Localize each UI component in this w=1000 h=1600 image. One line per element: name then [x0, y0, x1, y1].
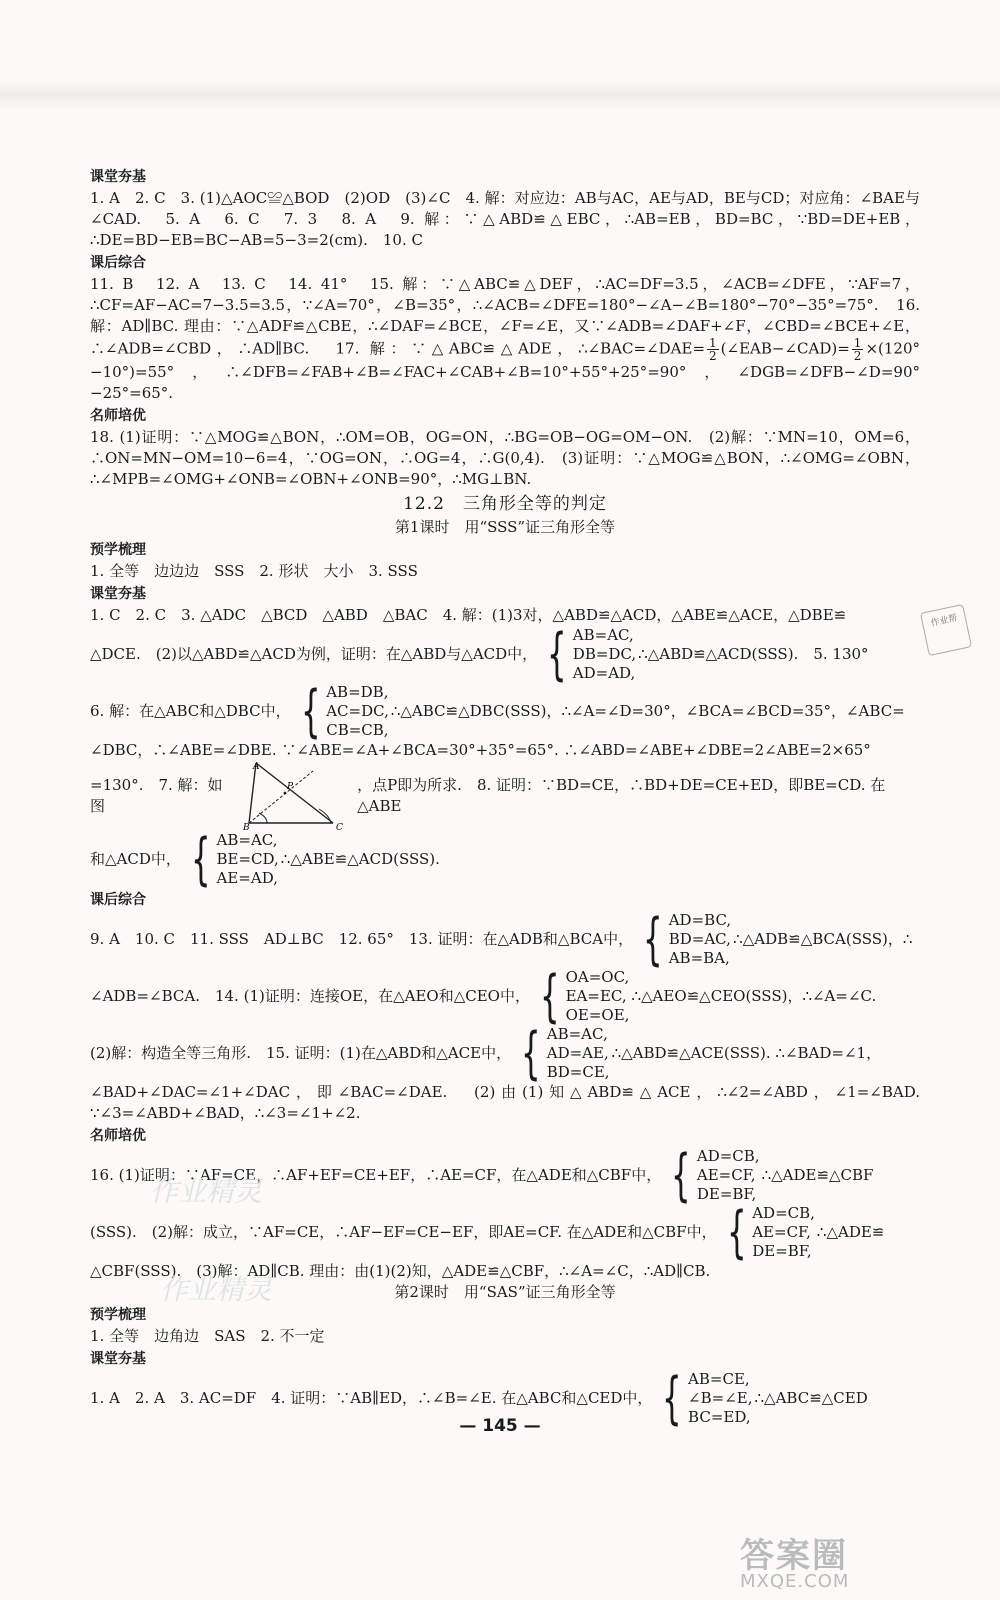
- answer-text: 11. B 12. A 13. C 14. 41° 15. 解：∵△ABC≌△DEF，∴AC=DF=3.5，∠ACB=∠DFE，∵AF=7，∴CF=AF−AC=7−3.5=3.5，∵∠A=70°，∠B=35°，∴∠ACB=∠DFE=180°−∠A−∠B=180°−70°−35°=75°. 16. 解：AD∥BC. 理由：∵△ADF≌△CBE，∴∠DAF=∠BCE，∠F=∠E，又∵∠ADB=∠DAF+∠F，∠CBD=∠BCE+∠E，∴∠ADB=∠CBD，∴AD∥BC. 17. 解：∵△ABC≌△ADE，∴∠BAC=∠DAE=: [90, 275, 920, 358]
- answer-text: ×(120°−10°)=55°，∴∠DFB=∠FAB+∠B=∠FAC+∠CAB+∠B=10°+55°+25°=90°，∠DGB=∠DFB−∠D=90°−25°=65°.: [90, 339, 920, 402]
- answer-text: ∴△ABE≌△ACD(SSS).: [280, 850, 440, 868]
- answer-text: ，点P即为所求. 8. 证明：∵BD=CE，∴BD+DE=CE+ED，即BE=CD. 在△ABE: [357, 776, 886, 815]
- equation-system: { AB=CE, ∠B=∠E, BC=ED,: [662, 1365, 753, 1431]
- answer-text: ∴△ABD≌△ACE(SSS). ∴∠BAD=∠1，: [611, 1044, 882, 1062]
- answer-paragraph: 18. (1)证明：∵△MOG≌△BON，∴OM=OB，OG=ON，∴BG=OB−OG=OM−ON. (2)解：∵MN=10，OM=6，∴ON=MN−OM=10−6=4，∵OG=ON，∴OG=4，∴G(0,4). (3)证明：∵△MOG≌△BON，∴∠OMG=∠OBN，∴∠MPB=∠OMG+∠ONB=∠OBN+∠ONB=90°，∴MG⊥BN.: [90, 428, 920, 488]
- vertex-label-b: B: [243, 823, 250, 831]
- section-heading: 课堂夯基: [90, 586, 146, 602]
- answer-row: [90, 1020, 920, 1086]
- section-heading: 课后综合: [90, 255, 146, 271]
- answer-text: 16. (1)证明：∵AF=CE，∴AF+EF=CE+EF，∴AE=CF，在△ADE和△CBF中，: [90, 1166, 662, 1184]
- ghost-watermark: 作业精灵: [160, 1273, 273, 1306]
- equation-system: { AB=AC, BE=CD, AE=AD,: [190, 826, 279, 892]
- lesson-title: 第2课时 用“SAS”证三角形全等: [394, 1283, 616, 1301]
- fraction: $\frac{1}{2}$: [709, 336, 717, 363]
- answer-text: (∠EAB−∠CAD)=: [720, 339, 850, 358]
- answer-row: [90, 678, 920, 744]
- section-heading: 课后综合: [90, 892, 146, 908]
- vertex-label-a: A: [253, 762, 260, 772]
- equation-system: { AB=AC, AD=AE, BD=CE,: [521, 1020, 610, 1086]
- answer-text: ∴△ABC≌△DBC(SSS)，∴∠A=∠D=30°，∠BCA=∠BCD=35°，∠ABC=: [390, 702, 905, 720]
- answer-row: [90, 906, 920, 972]
- answer-text: (SSS). (2)解：成立，∵AF=CE，∴AF−EF=CE−EF，即AE=CF. 在△ADE和△CBF中，: [90, 1223, 717, 1241]
- answer-text: ∴△ABD≌△ACD(SSS). 5. 130°: [638, 645, 869, 663]
- answer-paragraph: ∠DBC，∴∠ABE=∠DBE. ∵∠ABE=∠A+∠BCA=30°+35°=65°. ∴∠ABD=∠ABE+∠DBE=2∠ABE=2×65°: [90, 741, 871, 759]
- scan-shadow: [0, 80, 1000, 110]
- answer-paragraph: 1. A 2. C 3. (1)△AOC≌△BOD (2)OD (3)∠C 4. 解：对应边：AB与AC，AE与AD，BE与CD；对应角：∠BAE与∠CAD. 5. A 6. C 7. 3 8. A 9. 解：∵△ABD≌△EBC，∴AB=EB，BD=BC，∵BD=DE+EB，∴DE=BD−EB=BC−AB=5−3=2(cm). 10. C: [90, 189, 920, 249]
- page-number: — 145 —: [459, 1416, 541, 1436]
- equation-system: { AD=CB, AE=CF, DE=BF,: [671, 1142, 760, 1208]
- section-heading: 名师培优: [90, 1128, 146, 1144]
- answer-text: 1. A 2. A 3. AC=DF 4. 证明：∵AB∥ED，∴∠B=∠E. 在△ABC和△CED中，: [90, 1389, 653, 1407]
- equation-system: { OA=OC, EA=EC, OE=OE,: [539, 963, 630, 1029]
- answer-text: ∠ADB=∠BCA. 14. (1)证明：连接OE，在△AEO和△CEO中，: [90, 987, 530, 1005]
- site-watermark: [740, 1528, 980, 1592]
- answer-row: [90, 963, 920, 1029]
- fraction: $\frac{1}{2}$: [853, 336, 862, 363]
- answer-paragraph: ∠BAD+∠DAC=∠1+∠DAC，即∠BAC=∠DAE. (2)由(1)知△ABD≌△ACE，∴∠2=∠ABD，∠1=∠BAD. ∵∠3=∠ABD+∠BAD，∴∠3=∠1+∠2.: [90, 1083, 920, 1122]
- equation-system: { AD=BC, BD=AC, AB=BA,: [643, 906, 732, 972]
- answer-row: [90, 826, 920, 892]
- answer-paragraph: [90, 274, 920, 404]
- section-heading: 预学梳理: [90, 1307, 146, 1323]
- section-heading: 课堂夯基: [90, 169, 146, 185]
- answer-text: ∴△AEO≌△CEO(SSS)，∴∠A=∠C.: [631, 987, 877, 1005]
- answer-row: [90, 1199, 920, 1265]
- answer-text: ∴△ADB≌△BCA(SSS)，∴: [733, 930, 913, 948]
- answer-text: ∴△ADE≌△CBF: [761, 1166, 874, 1184]
- watermark-logo-text: 答案圈: [740, 1536, 848, 1576]
- triangle-figure: [241, 761, 351, 831]
- chapter-title: 12.2 三角形全等的判定: [403, 494, 607, 514]
- answer-text: 6. 解：在△ABC和△DBC中，: [90, 702, 291, 720]
- section-heading: 名师培优: [90, 408, 146, 424]
- answer-text: ∴△ABC≌△CED: [754, 1389, 868, 1407]
- watermark-url: MXQE.COM: [740, 1571, 850, 1592]
- answer-text: 9. A 10. C 11. SSS AD⊥BC 12. 65° 13. 证明：在△ADB和△BCA中，: [90, 930, 634, 948]
- ghost-watermark: 作业精灵: [150, 1175, 263, 1208]
- answer-row: [90, 621, 920, 687]
- equation-system: { AB=AC, DB=DC, AD=AD,: [547, 621, 637, 687]
- answer-paragraph: 1. 全等 边角边 SAS 2. 不一定: [90, 1327, 325, 1345]
- vertex-label-c: C: [336, 823, 343, 831]
- equation-system: { AB=DB, AC=DC, CB=CB,: [300, 678, 389, 744]
- answer-text: =130°. 7. 解：如图: [90, 776, 223, 815]
- answer-row: [90, 761, 920, 831]
- point-label-p: P: [287, 782, 294, 792]
- answer-paragraph: △CBF(SSS). (3)解：AD∥CB. 理由：由(1)(2)知，△ADE≌△CBF，∴∠A=∠C，∴AD∥CB.: [90, 1262, 711, 1280]
- answer-paragraph: 1. C 2. C 3. △ADC △BCD △ABD △BAC 4. 解：(1)3对，△ABD≌△ACD，△ABE≌△ACE，△DBE≌: [90, 606, 847, 624]
- answer-page: [90, 165, 920, 1431]
- equation-system: { AD=CB, AE=CF, DE=BF,: [726, 1199, 815, 1265]
- section-heading: 课堂夯基: [90, 1351, 146, 1367]
- section-heading: 预学梳理: [90, 542, 146, 558]
- answer-text: 和△ACD中，: [90, 850, 181, 868]
- answer-paragraph: 1. 全等 边边边 SSS 2. 形状 大小 3. SSS: [90, 562, 418, 580]
- answer-text: △DCE. (2)以△ABD≌△ACD为例，证明：在△ABD与△ACD中，: [90, 645, 538, 663]
- sticker-stamp: 作业帮: [920, 604, 972, 656]
- answer-text: ∴△ADE≌: [816, 1223, 885, 1241]
- answer-text: (2)解：构造全等三角形. 15. 证明：(1)在△ABD和△ACE中，: [90, 1044, 512, 1062]
- lesson-title: 第1课时 用“SSS”证三角形全等: [394, 518, 616, 536]
